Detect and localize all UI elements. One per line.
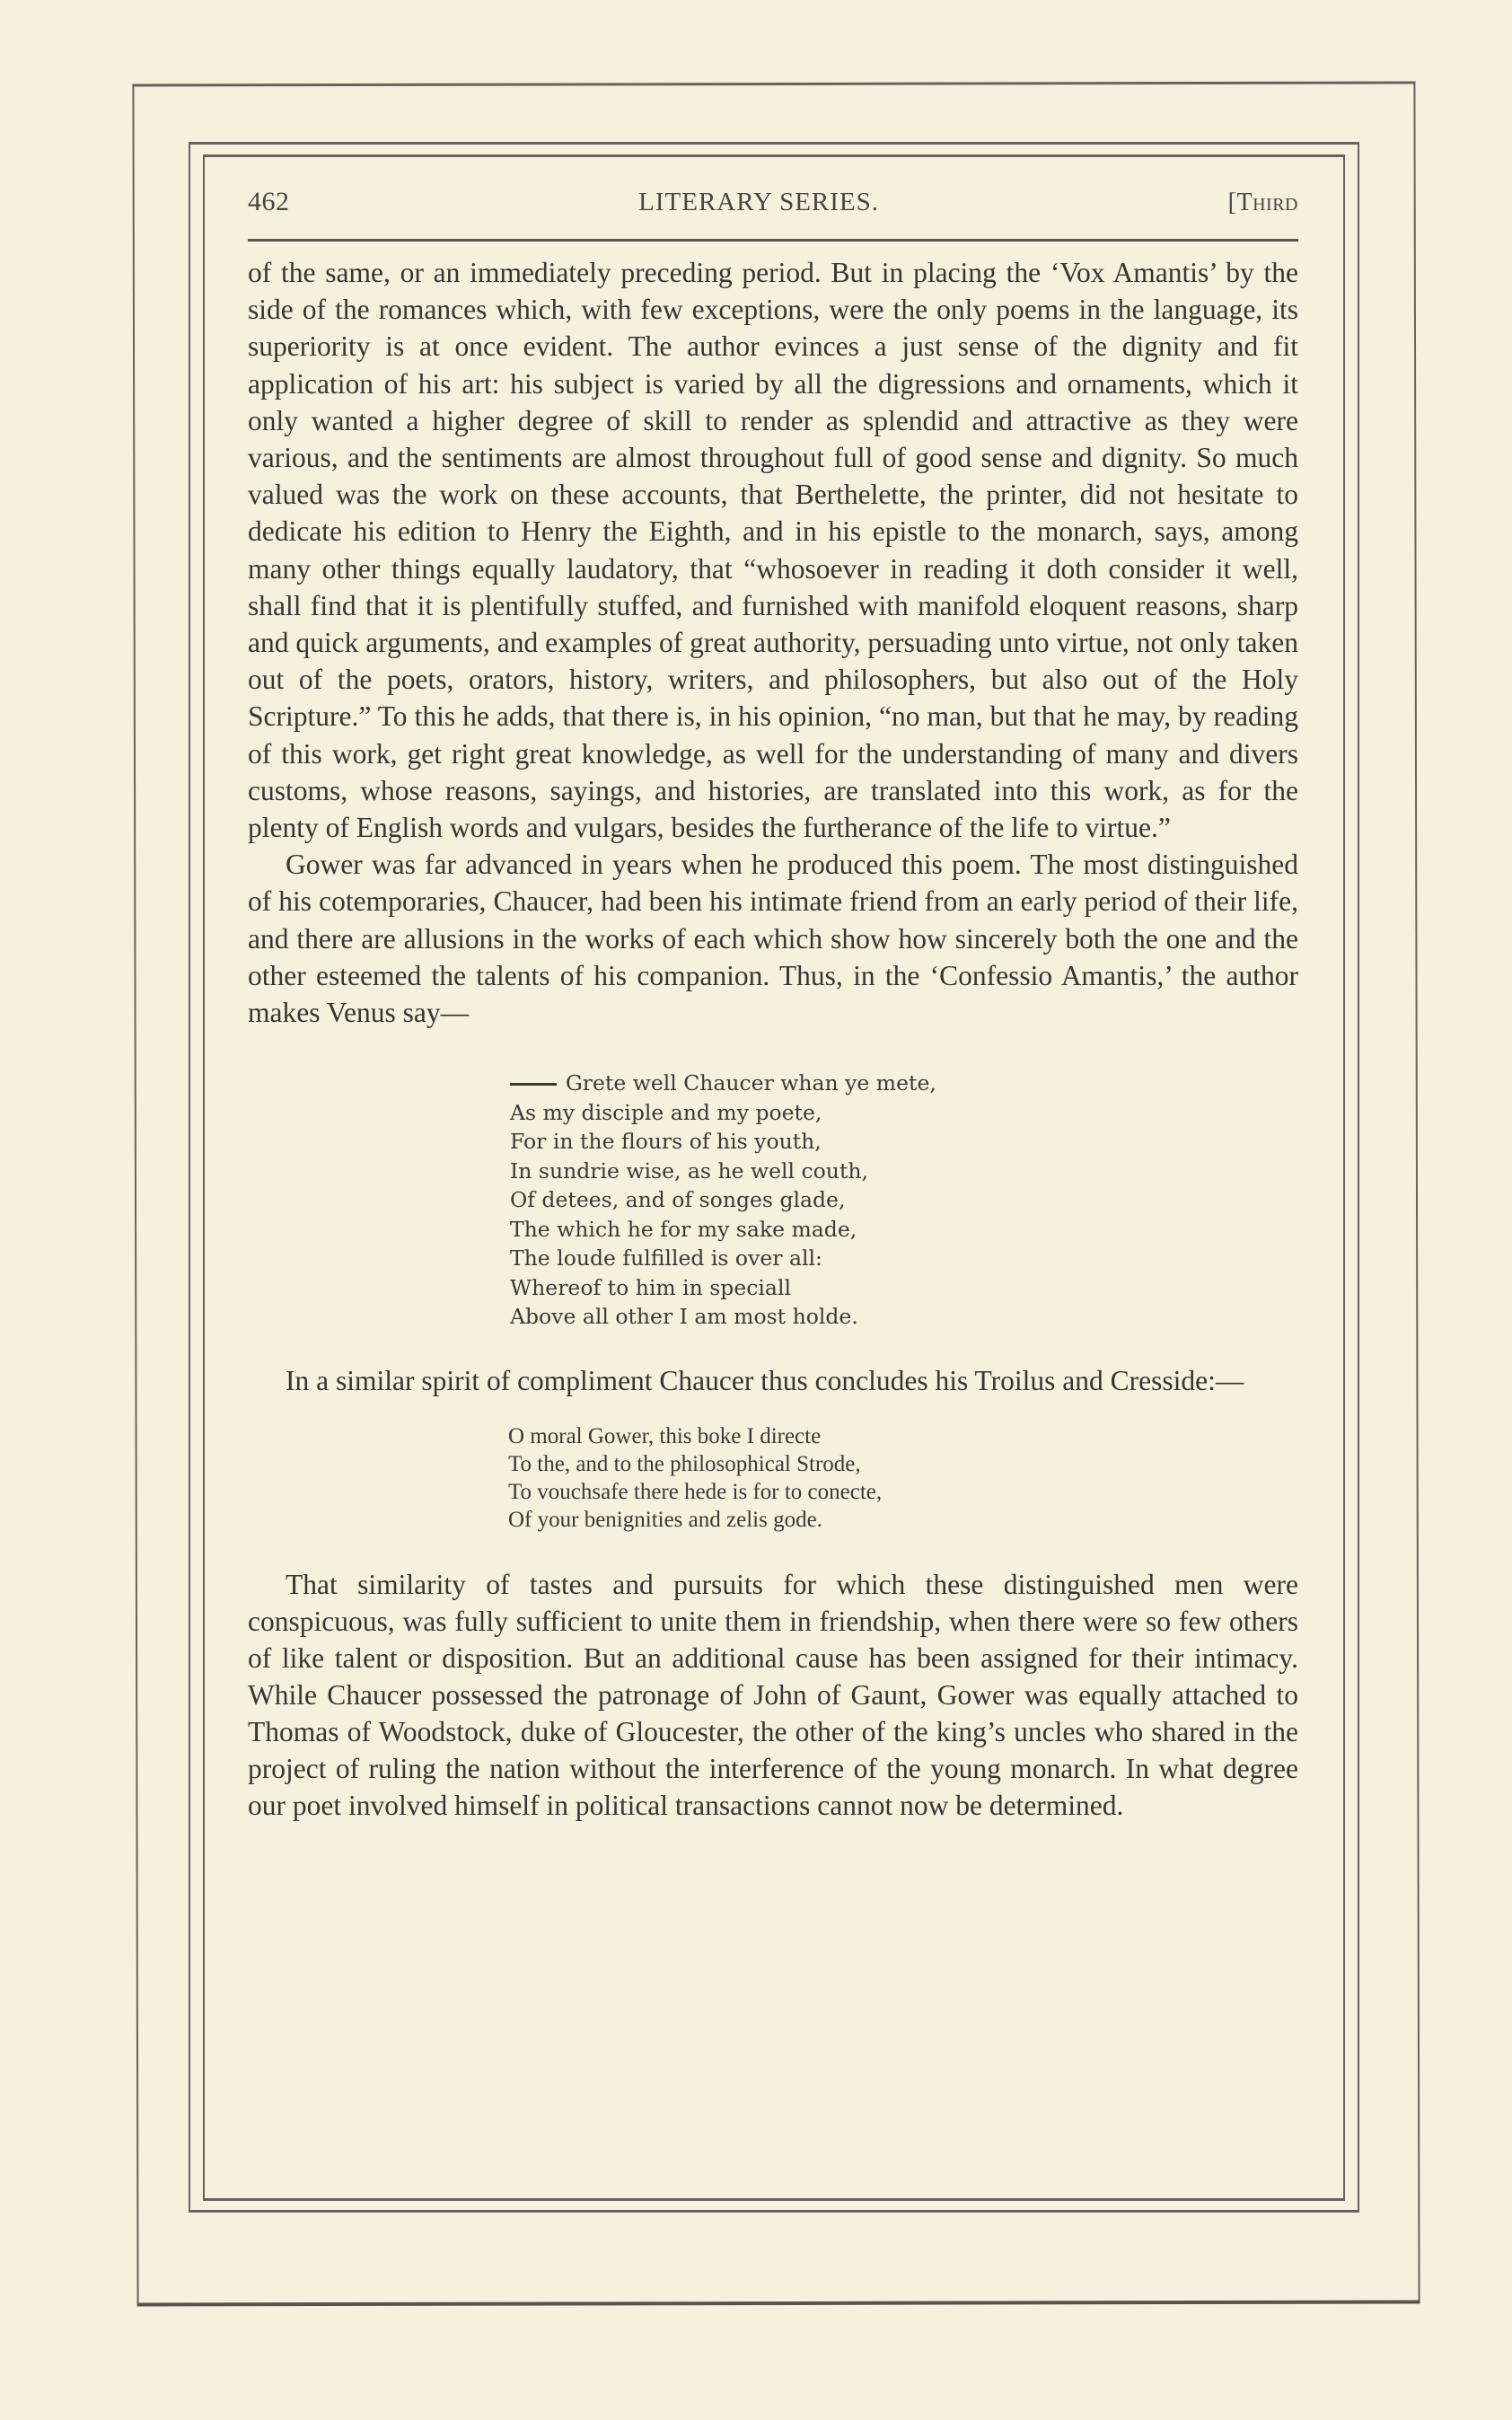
verse-line: Of detees, and of songes glade, bbox=[510, 1187, 846, 1213]
paragraph-friendship: That similarity of tastes and pursuits for which these distinguished men were conspicuous, was fully sufficient to unite them in friendship, when there were so few others of like talent or disposition. But an additional cause has been assigned for their intimacy. While Chaucer possessed the patronage of John of Gaunt, Gower was equally attached to Thomas of Woodstock, duke of Gloucester, the other of the king’s uncles who shared in the project of ruling the nation without the interference of the young monarch. In what degree our poet involved himself in political transactions cannot now be determined. bbox=[248, 1568, 1298, 1821]
book-page bbox=[248, 180, 1298, 1824]
paragraph-chaucer-compliment: In a similar spirit of compliment Chaucer thus concludes his Troilus and Cresside:— bbox=[286, 1364, 1244, 1396]
verse-line: In sundrie wise, as he well couth, bbox=[510, 1157, 868, 1184]
verse-line: O moral Gower, this boke I directe bbox=[508, 1423, 822, 1448]
running-head bbox=[248, 180, 1298, 228]
verse-line: The loude fulfilled is over all: bbox=[510, 1245, 822, 1272]
paragraph-continued: of the same, or an immediately preceding period. But in placing the ‘Vox Amantis’ by the side of the romances which, with few exceptions, were the only poems in the language, its superiority is at once evident. The author evinces a just sense of the dignity and fit application of his art: his subject is varied by all the digressions and ornaments, which it only wanted a higher degree of skill to render as splendid and attractive as they were various, and the sentiments are almost throughout full of good sense and dignity. So much valued was the work on these accounts, that Berthelette, the printer, did not hesitate to dedicate his edition to Henry the Eighth, and in his epistle to the monarch, says, among many other things equally laudatory, that “whosoever in reading it doth consider it well, shall find that it is plentifully stuffed, and furnished with manifold eloquent reasons, sharp and quick arguments, and examples of great authority, persuading unto virtue, not only taken out of the poets, orators, history, writers, and philosophers, but also out of the Holy Scripture.” To this he adds, that there is, in his opinion, “no man, but that he may, by reading of this work, get right great knowledge, as well for the understanding of many and divers customs, whose reasons, sayings, and histories, are translated into this work, as for the plenty of English words and vulgars, besides the furtherance of the life to virtue.” bbox=[248, 257, 1298, 844]
verse-line: For in the flours of his youth, bbox=[510, 1129, 822, 1155]
verse-line: To vouchsafe there hede is for to conecte, bbox=[508, 1479, 883, 1504]
verse-line: Whereof to him in speciall bbox=[510, 1274, 791, 1300]
verse-line: Of your benignities and zelis gode. bbox=[508, 1507, 822, 1532]
em-dash-rule bbox=[510, 1083, 557, 1086]
running-title: LITERARY SERIES. bbox=[638, 188, 880, 216]
paragraph-gower: Gower was far advanced in years when he produced this poem. The most distinguished of his cotemporaries, Chaucer, had been his intimate friend from an early period of their life, and there are allusions in the works of each which show how sincerely both the one and the other esteemed the talents of his companion. Thus, in the ‘Confessio Amantis,’ the author makes Venus say— bbox=[248, 849, 1298, 1029]
verse-quotation-troilus bbox=[508, 1422, 1298, 1534]
verse-quotation-confessio bbox=[510, 1069, 1298, 1332]
section-marker: [Third bbox=[1227, 189, 1298, 216]
verse-line: The which he for my sake made, bbox=[510, 1216, 857, 1242]
page-number: 462 bbox=[248, 187, 290, 216]
verse-line: To the, and to the philosophical Strode, bbox=[508, 1451, 861, 1476]
verse-line: Above all other I am most holde. bbox=[510, 1304, 858, 1330]
verse-line: As my disciple and my poete, bbox=[510, 1099, 822, 1125]
verse-line: Grete well Chaucer whan ye mete, bbox=[510, 1069, 1298, 1098]
header-rule bbox=[248, 239, 1298, 242]
